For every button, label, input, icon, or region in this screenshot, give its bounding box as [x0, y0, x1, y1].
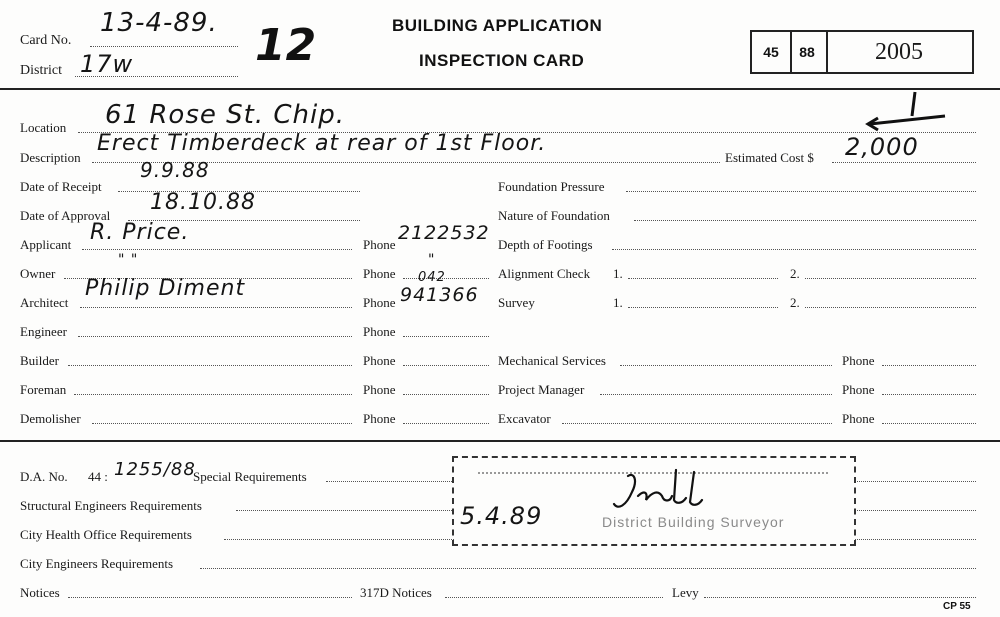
date-of-receipt-value: 9.9.88 [140, 158, 210, 182]
architect-value: Philip Diment [85, 276, 246, 301]
estimated-cost-line [832, 162, 976, 163]
location-value: 61 Rose St. Chip. [105, 100, 345, 130]
survey-2: 2. [790, 295, 800, 310]
description-label: Description [20, 150, 81, 165]
owner-phone-line [403, 278, 489, 279]
applicant-label: Applicant [20, 237, 72, 252]
da-no-label: D.A. No. [20, 469, 68, 484]
checkmark-icon [860, 88, 950, 133]
levy-line [704, 597, 976, 598]
location-label: Location [20, 120, 67, 135]
builder-phone-label: Phone [363, 353, 396, 368]
demolisher-phone-label: Phone [363, 411, 396, 426]
applicant-line [82, 249, 352, 250]
city-engineers-line [200, 568, 976, 569]
date-of-approval-value: 18.10.88 [150, 190, 256, 215]
excavator-line [562, 423, 832, 424]
demolisher-line [92, 423, 352, 424]
builder-phone-line [403, 365, 489, 366]
excavator-label: Excavator [498, 411, 551, 426]
applicant-phone-label: Phone [363, 237, 396, 252]
architect-phone-value: 941366 [400, 284, 479, 306]
demolisher-label: Demolisher [20, 411, 81, 426]
applicant-value: R. Price. [90, 220, 190, 245]
project-manager-label: Project Manager [498, 382, 585, 397]
owner-phone-label: Phone [363, 266, 396, 281]
estimated-cost-value: 2,000 [845, 133, 919, 161]
approval-stamp [452, 456, 856, 546]
engineer-line [78, 336, 352, 337]
district-label: District [20, 63, 62, 78]
project-manager-phone-line [882, 394, 976, 395]
ref-box-3: 2005 [826, 30, 974, 74]
card-no-label: Card No. [20, 33, 72, 48]
depth-of-footings-label: Depth of Footings [498, 237, 593, 252]
city-engineers-label: City Engineers Requirements [20, 556, 174, 571]
survey-1: 1. [613, 295, 623, 310]
excavator-phone-label: Phone [842, 411, 875, 426]
section-divider [0, 440, 1000, 442]
card-no-value: 13-4-89. [100, 8, 218, 38]
excavator-phone-line [882, 423, 976, 424]
header-divider [0, 88, 1000, 90]
ref-box-1: 45 [750, 30, 792, 74]
project-manager-phone-label: Phone [842, 382, 875, 397]
estimated-cost-label: Estimated Cost $ [725, 150, 814, 165]
survey-line-1 [628, 307, 778, 308]
nature-of-foundation-label: Nature of Foundation [498, 208, 610, 223]
stamp-caption: District Building Surveyor [602, 514, 785, 530]
card-big-number: 12 [255, 20, 317, 71]
demolisher-phone-line [403, 423, 489, 424]
date-of-approval-label: Date of Approval [20, 208, 111, 223]
ref-box-2: 88 [788, 30, 828, 74]
da-no-value: 1255/88 [114, 459, 196, 480]
da-no-prefix: 44 : [88, 469, 108, 484]
survey-line-2 [805, 307, 976, 308]
structural-label: Structural Engineers Requirements [20, 498, 202, 513]
stamp-date: 5.4.89 [460, 502, 543, 530]
architect-label: Architect [20, 295, 69, 310]
nature-of-foundation-line [634, 220, 976, 221]
card-no-line [90, 46, 238, 47]
notices-label: Notices [20, 585, 60, 600]
architect-phone-label: Phone [363, 295, 396, 310]
mechanical-phone-label: Phone [842, 353, 875, 368]
levy-label: Levy [672, 585, 699, 600]
notices-317d-label: 317D Notices [360, 585, 432, 600]
foundation-pressure-line [626, 191, 976, 192]
notices-317d-line [445, 597, 663, 598]
foreman-label: Foreman [20, 382, 67, 397]
engineer-phone-line [403, 336, 489, 337]
alignment-check-1: 1. [613, 266, 623, 281]
title-line-1: BUILDING APPLICATION [392, 16, 603, 35]
form-code: CP 55 [943, 601, 971, 612]
owner-label: Owner [20, 266, 56, 281]
project-manager-line [600, 394, 832, 395]
district-value: 17w [80, 50, 134, 78]
architect-line [80, 307, 352, 308]
title-line-2: INSPECTION CARD [419, 51, 585, 70]
alignment-check-label: Alignment Check [498, 266, 591, 281]
foreman-phone-line [403, 394, 489, 395]
alignment-check-2: 2. [790, 266, 800, 281]
mechanical-services-line [620, 365, 832, 366]
architect-phone-prefix: 042 [418, 270, 446, 285]
notices-line [68, 597, 352, 598]
alignment-check-line-2 [805, 278, 976, 279]
mechanical-services-label: Mechanical Services [498, 353, 606, 368]
depth-of-footings-line [612, 249, 976, 250]
foreman-phone-label: Phone [363, 382, 396, 397]
foundation-pressure-label: Foundation Pressure [498, 179, 605, 194]
engineer-phone-label: Phone [363, 324, 396, 339]
survey-label: Survey [498, 295, 535, 310]
builder-label: Builder [20, 353, 59, 368]
applicant-phone-value: 2122532 [398, 222, 490, 244]
city-health-label: City Health Office Requirements [20, 527, 192, 542]
engineer-label: Engineer [20, 324, 67, 339]
owner-value: " " [118, 252, 139, 268]
mechanical-phone-line [882, 365, 976, 366]
builder-line [68, 365, 352, 366]
owner-phone-value: " [428, 252, 436, 268]
foreman-line [74, 394, 352, 395]
special-requirements-label: Special Requirements [193, 469, 307, 484]
alignment-check-line-1 [628, 278, 778, 279]
signature-icon [604, 466, 774, 518]
date-of-receipt-label: Date of Receipt [20, 179, 102, 194]
description-value: Erect Timberdeck at rear of 1st Floor. [97, 131, 547, 156]
